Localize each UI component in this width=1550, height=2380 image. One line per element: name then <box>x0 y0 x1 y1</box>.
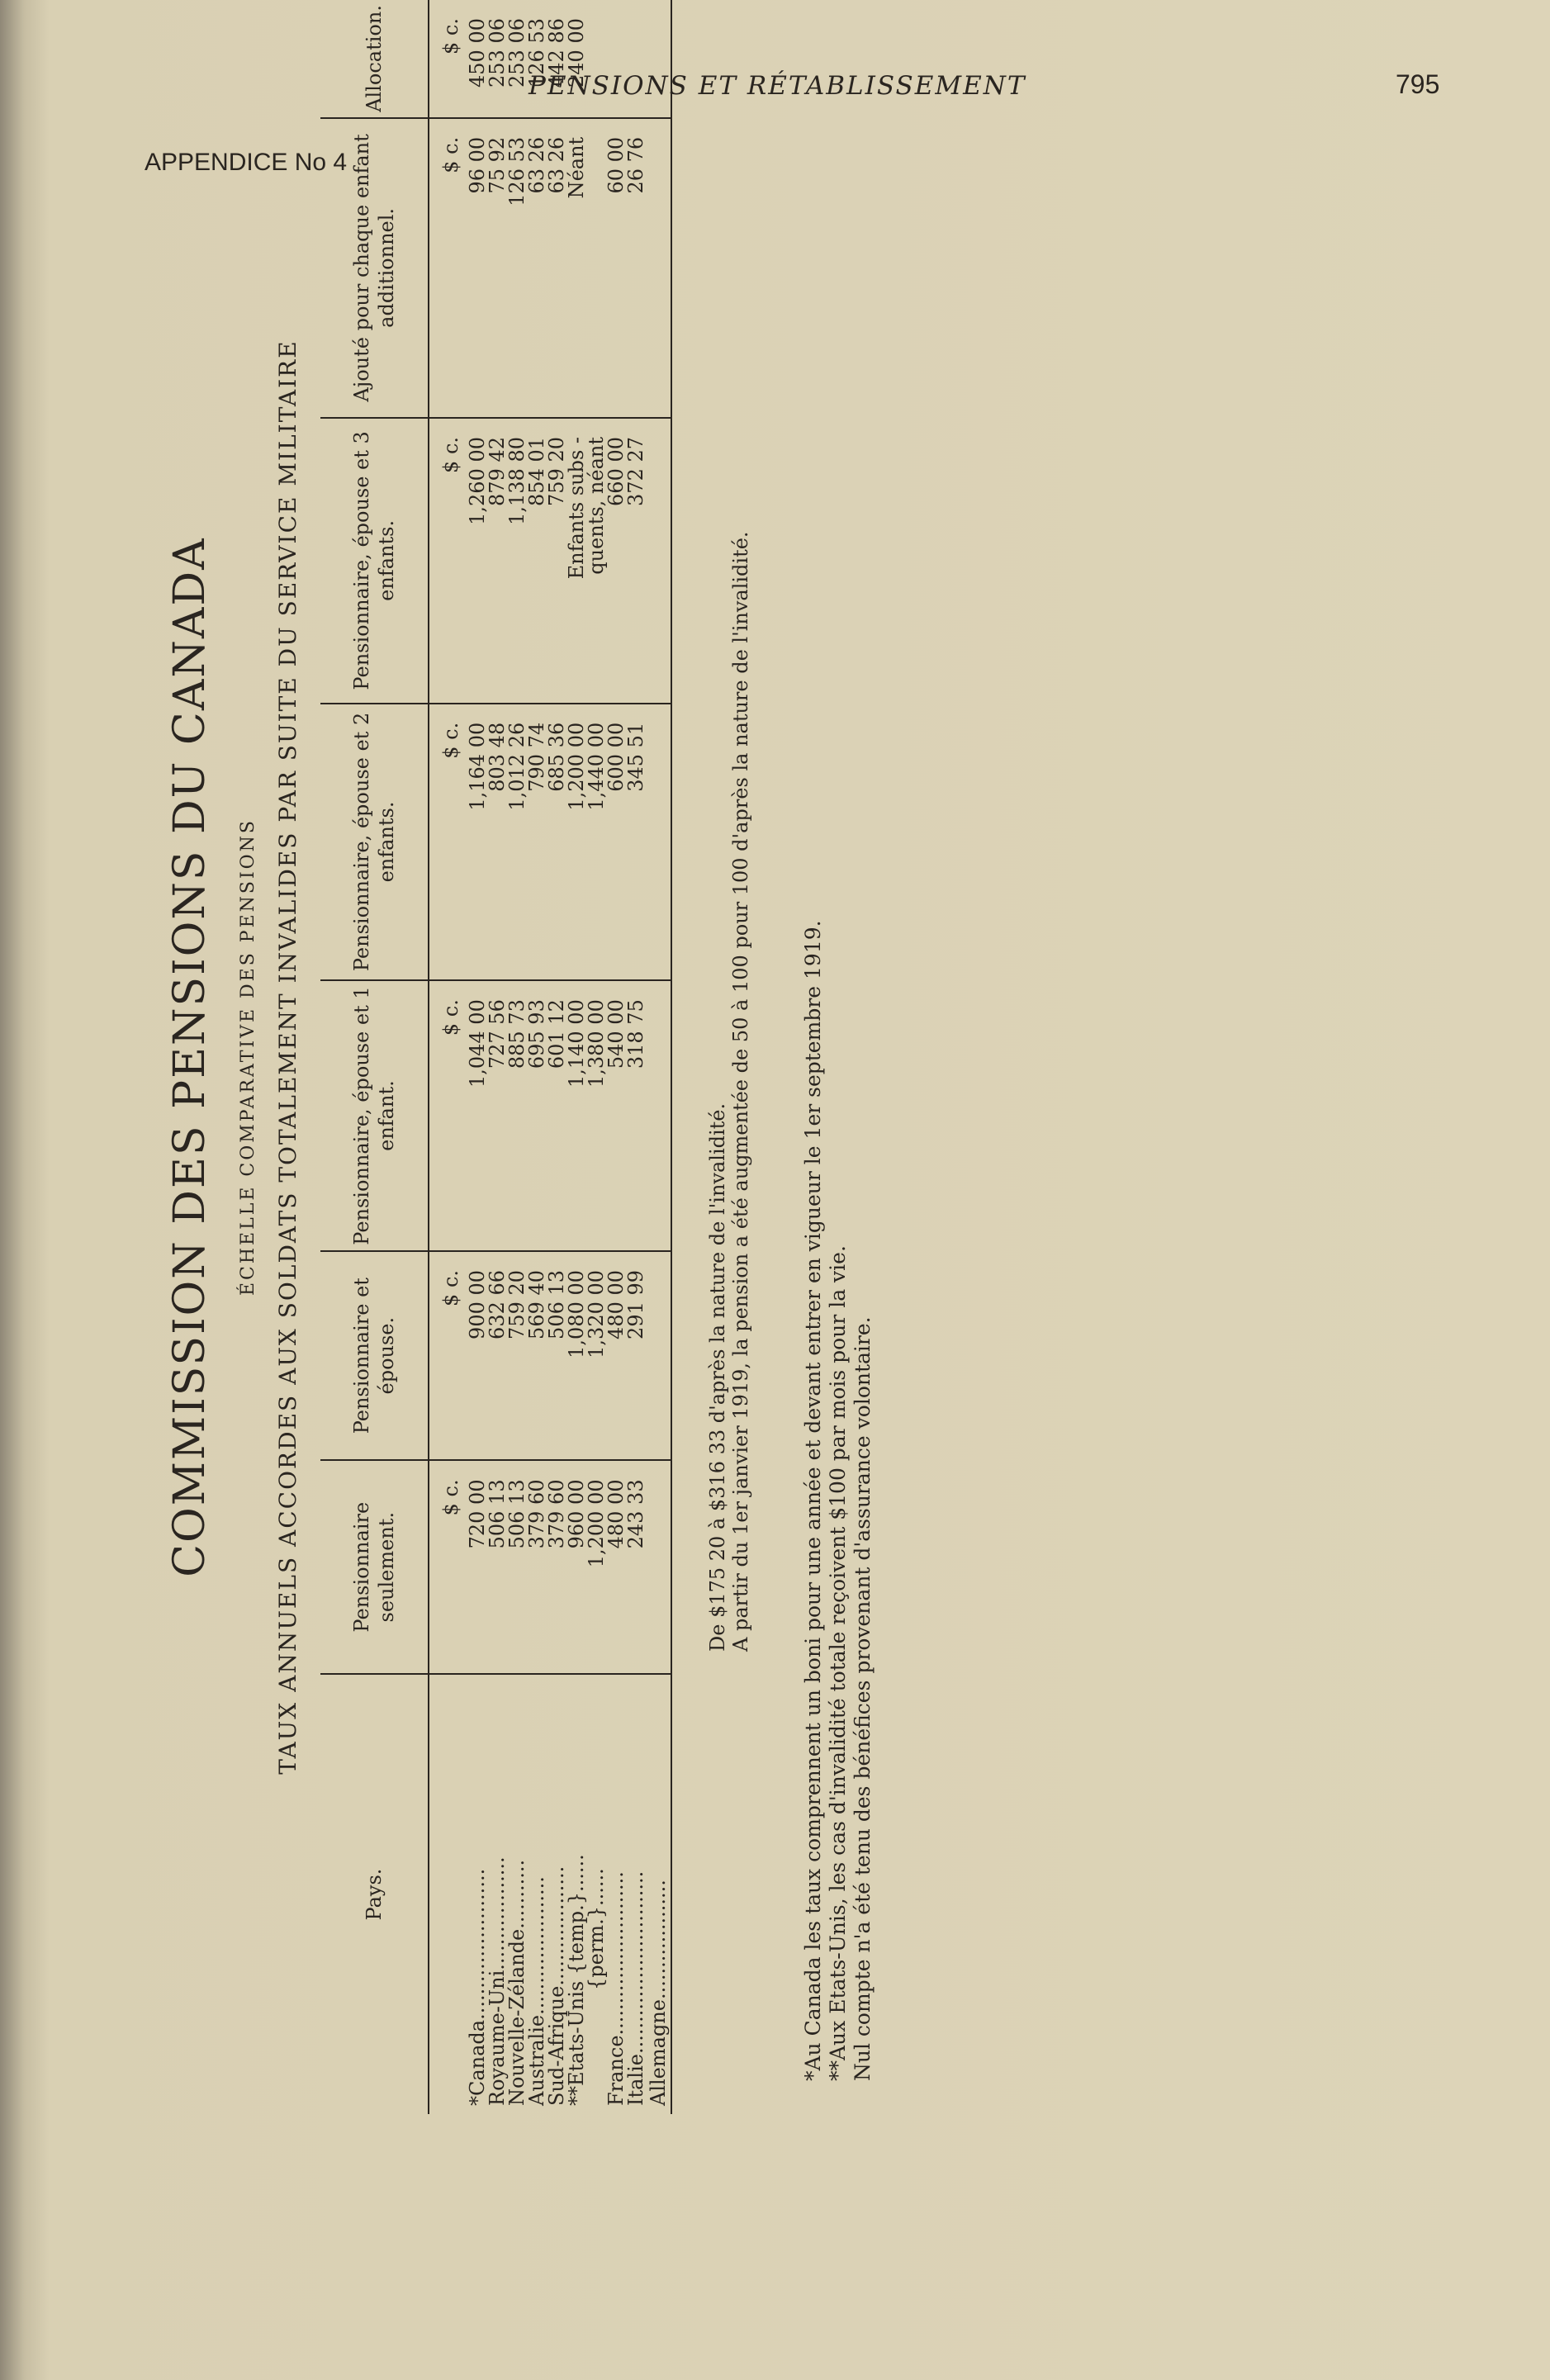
table-cell: Allemagne................... <box>646 1674 671 2114</box>
table-cell <box>646 1460 671 1674</box>
table-cell: 480 00 <box>606 1460 626 1674</box>
header-pensionnaire-seulement: Pensionnaire seulement. <box>320 1460 429 1674</box>
table-cell: 372 27 <box>626 418 646 704</box>
table-cell: 253 06 <box>507 0 527 118</box>
table-cell: 291 99 <box>626 1251 646 1460</box>
table-row <box>547 0 566 2114</box>
table-cell: 1,012 26 <box>507 704 527 980</box>
table-cell: 442 86 <box>547 0 566 118</box>
table-cell: 1,440 00 <box>586 704 606 980</box>
table-cell: 879 42 <box>487 418 507 704</box>
table-cell <box>586 118 606 418</box>
table-cell: *Canada........................ <box>466 1868 489 2106</box>
table-cell <box>646 418 671 704</box>
header-epouse-1-enfant: Pensionnaire, épouse et 1 enfant. <box>320 980 429 1251</box>
table-cell: 75 92 <box>487 118 507 418</box>
table-cell <box>646 704 671 980</box>
table-row <box>626 0 646 2114</box>
table-cell: 318 75 <box>626 980 646 1251</box>
table-row <box>646 0 671 2114</box>
header-allocation: Allocation. <box>320 0 429 118</box>
footnote-canada: *Au Canada les taux comprennent un boni pour une année et devant entrer en vigueur le 1er septembre 1919. <box>801 920 825 2081</box>
table-cell: 601 12 <box>547 980 566 1251</box>
table-header-row <box>320 0 429 2114</box>
table-cell: 450 00 <box>467 0 487 118</box>
table-cell: 885 73 <box>507 980 527 1251</box>
table-cell: 960 00 <box>566 1460 586 1674</box>
table-cell: 695 93 <box>527 980 547 1251</box>
table-cell: 1,140 00 <box>566 980 586 1251</box>
table-cell: $ c. <box>429 980 467 1251</box>
table-cell: 569 40 <box>527 1251 547 1460</box>
table-cell: $ c. <box>429 1460 467 1674</box>
table-cell: 720 00 <box>467 1460 487 1674</box>
table-title: TAUX ANNUELS ACCORDES AUX SOLDATS TOTALEMENT INVALIDES PAR SUITE DU SERVICE MILITAIRE <box>274 339 301 1775</box>
pension-rates-table <box>320 0 672 2114</box>
table-cell: 540 00 <box>606 980 626 1251</box>
table-row <box>586 0 606 2114</box>
table-cell: 759 20 <box>507 1251 527 1460</box>
table-cell: 1,200 00 <box>586 1460 606 1674</box>
table-cell: 506 13 <box>547 1251 566 1460</box>
table-row <box>507 0 527 2114</box>
table-cell: 1,080 00 <box>566 1251 586 1460</box>
header-epouse-3-enfants: Pensionnaire, épouse et 3 enfants. <box>320 418 429 704</box>
table-cell: Italie............................. <box>624 1870 647 2106</box>
table-cell: 96 00 <box>467 118 487 418</box>
table-cell <box>586 0 606 118</box>
header-pensionnaire-epouse: Pensionnaire et épouse. <box>320 1251 429 1460</box>
footnote-etats-unis: **Aux Etats-Unis, les cas d'invalidité totale reçoivent $100 par mois pour la vie. <box>826 1245 850 2081</box>
table-cell: 632 66 <box>487 1251 507 1460</box>
page-number: 795 <box>1396 69 1440 99</box>
table-cell: 1,044 00 <box>467 980 487 1251</box>
table-cell <box>646 118 671 418</box>
table-cell: 803 48 <box>487 704 507 980</box>
table-row <box>606 0 626 2114</box>
table-cell: Royaume-Uni.................. <box>486 1856 509 2106</box>
table-cell: 1,260 00 <box>467 418 487 704</box>
germany-note <box>706 83 752 1652</box>
table-cell: {perm.}...... <box>585 1868 608 1990</box>
table-cell: 1,200 00 <box>566 704 586 980</box>
table-cell: 1,164 00 <box>467 704 487 980</box>
table-cell <box>646 0 671 118</box>
table-cell: $ c. <box>429 418 467 704</box>
table-row <box>467 0 487 2114</box>
table-cell <box>646 1251 671 1460</box>
table-cell: quents, néant <box>586 418 606 704</box>
table-cell: 790 74 <box>527 704 547 980</box>
table-row <box>487 0 507 2114</box>
table-cell: 253 06 <box>487 0 507 118</box>
table-cell: 345 51 <box>626 704 646 980</box>
table-cell: 480 00 <box>606 1251 626 1460</box>
footnotes <box>801 99 875 2081</box>
table-cell: $ c. <box>429 0 467 118</box>
rotated-table-block <box>165 0 1453 2114</box>
table-cell: 759 20 <box>547 418 566 704</box>
table-cell: 60 00 <box>606 118 626 418</box>
table-cell: $ c. <box>429 704 467 980</box>
germany-note-line-1: De $175 20 à $316 33 d'après la nature de l'invalidité. <box>706 1102 729 1652</box>
header-epouse-2-enfants: Pensionnaire, épouse et 2 enfants. <box>320 704 429 980</box>
table-cell: 26 76 <box>626 118 646 418</box>
table-cell: Néant <box>566 118 586 418</box>
table-cell: Nouvelle-Zélande........... <box>505 1859 529 2106</box>
table-cell: 506 13 <box>507 1460 527 1674</box>
table-cell: 506 13 <box>487 1460 507 1674</box>
document-title: COMMISSION DES PENSIONS DU CANADA <box>165 537 215 1577</box>
table-cell: $ c. <box>429 118 467 418</box>
table-cell: **Etats-Unis {temp.}...... <box>565 1854 588 2106</box>
table-cell <box>429 1674 467 2114</box>
table-cell: 727 56 <box>487 980 507 1251</box>
table-cell: 379 60 <box>527 1460 547 1674</box>
table-cell: 243 33 <box>626 1460 646 1674</box>
table-cell: 854 01 <box>527 418 547 704</box>
table-cell: 126 53 <box>507 118 527 418</box>
table-cell: Enfants subs - <box>566 418 586 704</box>
table-cell: 1,138 80 <box>507 418 527 704</box>
table-cell: 900 00 <box>467 1251 487 1460</box>
header-pays: Pays. <box>320 1674 429 2114</box>
table-cell: Sud-Afrique................... <box>545 1866 568 2106</box>
table-row <box>527 0 547 2114</box>
table-cell: 685 36 <box>547 704 566 980</box>
table-cell <box>646 980 671 1251</box>
table-cell: 240 00 <box>566 0 586 118</box>
appendix-label: APPENDICE No 4 <box>145 149 348 176</box>
germany-note-line-2: A partir du 1er janvier 1919, la pension a été augmentée de 50 à 100 pour 100 d'après la nature de l'invalidité. <box>729 531 752 1652</box>
units-row <box>429 0 467 2114</box>
table-cell: 63 26 <box>547 118 566 418</box>
table-cell: 63 26 <box>527 118 547 418</box>
table-cell: 660 00 <box>606 418 626 704</box>
table-cell: 600 00 <box>606 704 626 980</box>
table-cell: 379 60 <box>547 1460 566 1674</box>
footnote-assurance: Nul compte n'a été tenu des bénéfices provenant d'assurance volontaire. <box>851 1316 875 2081</box>
table-cell: 126 53 <box>527 0 547 118</box>
table-cell: 1,380 00 <box>586 980 606 1251</box>
table-cell <box>606 0 626 118</box>
table-cell: 1,320 00 <box>586 1251 606 1460</box>
table-cell <box>626 0 646 118</box>
document-subtitle: ÉCHELLE COMPARATIVE DES PENSIONS <box>238 818 258 1297</box>
table-cell: $ c. <box>429 1251 467 1460</box>
table-cell: France.......................... <box>604 1871 628 2106</box>
table-row <box>566 0 586 2114</box>
header-enfant-additionnel: Ajouté pour chaque enfant additionnel. <box>320 118 429 418</box>
table-cell: Australie...................... <box>525 1876 548 2106</box>
running-header: PENSIONS ET RÉTABLISSEMENT <box>529 71 1026 101</box>
